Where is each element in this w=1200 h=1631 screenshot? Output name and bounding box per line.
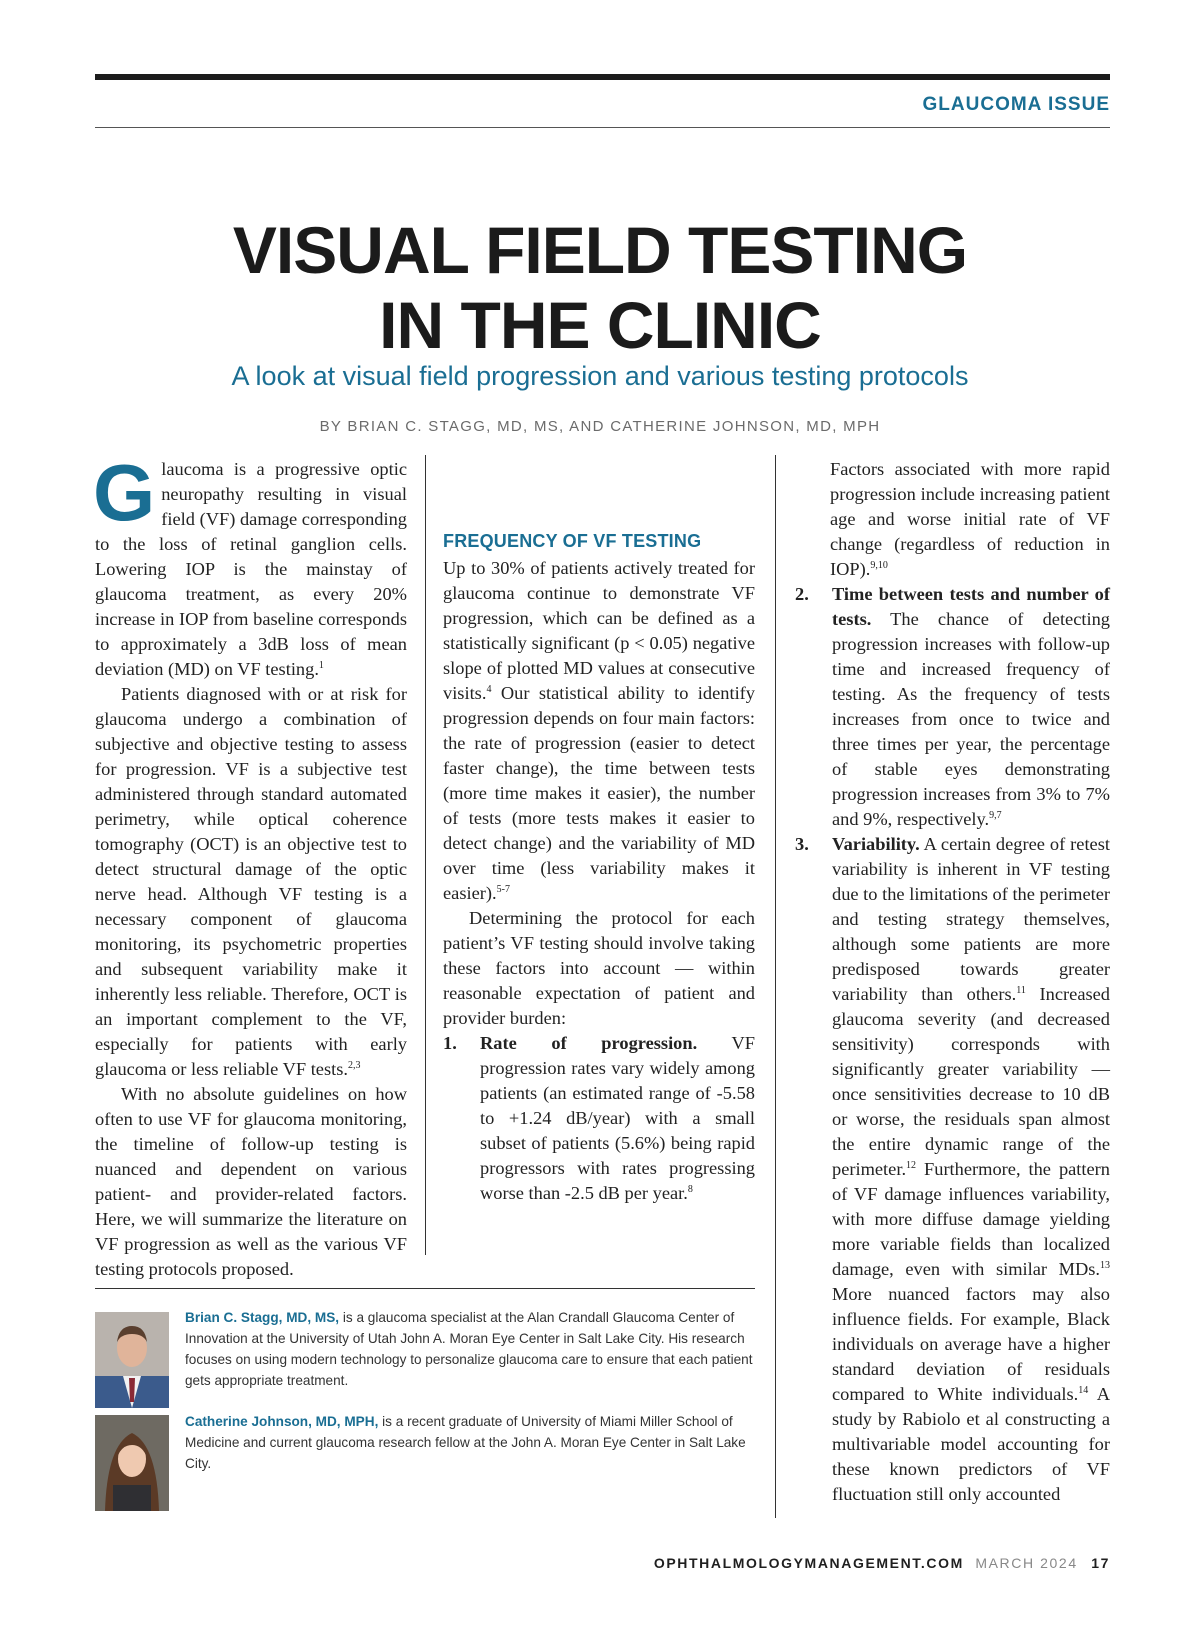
list-item: 1. Rate of progression. VF progression rates vary widely among patients (an estimated range of -5.58 to +1.24 dB/year) with a small subset of patients (5.6%) being rapid progressors with rates progressing worse than -2.5 dB per year.$^8$ bbox=[443, 1033, 755, 1203]
reference: 12 bbox=[906, 1159, 917, 1171]
author-bio-stagg: Brian C. Stagg, MD, MS, is a glaucoma specialist at the Alan Crandall Glaucoma Center of Innovation at the University of Utah John A. Moran Eye Center in Salt Lake City. His research focuses on using modern technology to personalize glaucoma care to ensure that each patient gets appropriate treatment. bbox=[185, 1310, 753, 1388]
footer-site: OPHTHALMOLOGYMANAGEMENT.COM bbox=[653, 1555, 964, 1571]
reference: 5-7 bbox=[496, 883, 510, 895]
article-subtitle: A look at visual field progression and various testing protocols bbox=[231, 361, 969, 391]
reference: 2,3 bbox=[348, 1059, 361, 1071]
portrait-image bbox=[95, 1415, 169, 1511]
reference: 1 bbox=[318, 659, 324, 671]
column-3 bbox=[795, 457, 1110, 1507]
author-photo-johnson bbox=[95, 1415, 169, 1511]
paragraph: Factors associated with more rapid progression include increasing patient age and worse initial rate of VF change (regardless of reduction in IOP).$^{9,10}$ bbox=[830, 459, 1110, 579]
portrait-image bbox=[95, 1312, 169, 1408]
author-photo-stagg bbox=[95, 1312, 169, 1408]
page-number: 17 bbox=[1091, 1555, 1110, 1571]
column-divider bbox=[425, 455, 426, 1255]
reference: 13 bbox=[1100, 1259, 1110, 1271]
paragraph: With no absolute guidelines on how often to use VF for glaucoma monitoring, the timeline of follow-up testing is nuanced and dependent on various patient- and provider-related factors. Here, we will summarize the literature on VF progression as well as the various VF testing protocols proposed. bbox=[95, 1084, 407, 1279]
column-divider bbox=[775, 455, 776, 1518]
reference: 14 bbox=[1078, 1384, 1089, 1396]
header-divider bbox=[95, 127, 1110, 128]
reference: 9,10 bbox=[870, 559, 888, 571]
footer-date: MARCH 2024 bbox=[975, 1555, 1078, 1571]
list-item: 3. Variability. A certain degree of retest variability is inherent in VF testing due to the limitations of the perimeter and testing strategy themselves, although some patients are more predisposed towards greater variability than others.$^{11}$ Increased glaucoma severity (and decreased sensitivity) corresponds with significantly greater variability — once sensitivities decrease to 10 dB or worse, the residuals span almost the entire dynamic range of the perimeter.$^{12}$ Furthermore, the pattern of VF damage influences variability, with more diffuse damage yielding more variable fields than localized damage, even with similar MDs.$^{13}$ More nuanced factors may also influence fields. For example, Black individuals on average have a higher standard deviation of residuals compared to White individuals.$^{14}$ A study by Rabiolo et al constructing a multivariable model accounting for these known predictors of VF fluctuation still only accounted bbox=[795, 834, 1110, 1504]
paragraph: Patients diagnosed with or at risk for glaucoma undergo a combination of subjective and objective testing to assess for progression. VF is a subjective test administered through standard automated perimetry, while optical coherence tomography (OCT) is an objective test to detect structural damage of the optic nerve head. Although VF testing is a necessary component of glaucoma monitoring, its psychometric properties and subsequent variability make it inherently less reliable. Therefore, OCT is an important complement to the VF, especially for patients with early glaucoma or less reliable VF tests.$^{2,3}$ bbox=[95, 684, 407, 1079]
author-bio-johnson: Catherine Johnson, MD, MPH, is a recent graduate of University of Miami Miller School of Medicine and current glaucoma research fellow at the John A. Moran Eye Center in Salt Lake City. bbox=[185, 1414, 746, 1471]
page-footer bbox=[654, 1555, 1110, 1571]
section-heading: FREQUENCY OF VF TESTING bbox=[443, 531, 702, 551]
bio-divider bbox=[95, 1288, 755, 1289]
reference: 4 bbox=[486, 683, 492, 695]
top-rule bbox=[95, 74, 1110, 80]
drop-cap: G bbox=[93, 448, 156, 537]
byline: BY BRIAN C. STAGG, MD, MS, AND CATHERINE JOHNSON, MD, MPH bbox=[319, 418, 881, 435]
paragraph: Up to 30% of patients actively treated for glaucoma continue to demonstrate VF progression, which can be defined as a statistically significant (p < 0.05) negative slope of plotted MD values at consecutive visits.$^4$ Our statistical ability to identify progression depends on four main factors: the rate of progression (easier to detect faster change), the time between tests (more time makes it easier), the number of tests (more tests makes it easier to detect change) and the variability of MD over time (less variability makes it easier).$^{5-7}$ bbox=[443, 558, 755, 903]
column-1 bbox=[93, 448, 407, 1282]
article-title-line-2: IN THE CLINIC bbox=[379, 288, 821, 362]
column-2 bbox=[443, 457, 755, 1206]
reference: 9,7 bbox=[989, 809, 1002, 821]
reference: 8 bbox=[687, 1183, 693, 1195]
intro-paragraph: Glaucoma is a progressive optic neuropathy resulting in visual field (VF) damage corresponding to the loss of retinal ganglion cells. Lowering IOP is the mainstay of glaucoma treatment, as every 20% increase in IOP from baseline corresponds to approximately a 3dB loss of mean deviation (MD) on VF testing.$^1$ bbox=[93, 448, 407, 679]
list-item: 2. Time between tests and number of tests. The chance of detecting progression increases with follow-up time and increased frequency of testing. As the frequency of tests increases from once to twice and three times per year, the percentage of stable eyes demonstrating progression increases from 3% to 7% and 9%, respectively.$^{9,7}$ bbox=[795, 584, 1110, 829]
paragraph: Determining the protocol for each patient’s VF testing should involve taking these factors into account — within reasonable expectation of patient and provider burden: bbox=[443, 908, 755, 1028]
reference: 11 bbox=[1016, 984, 1026, 996]
section-label: GLAUCOMA ISSUE bbox=[922, 94, 1110, 115]
article-title-line-1: VISUAL FIELD TESTING bbox=[232, 213, 968, 287]
